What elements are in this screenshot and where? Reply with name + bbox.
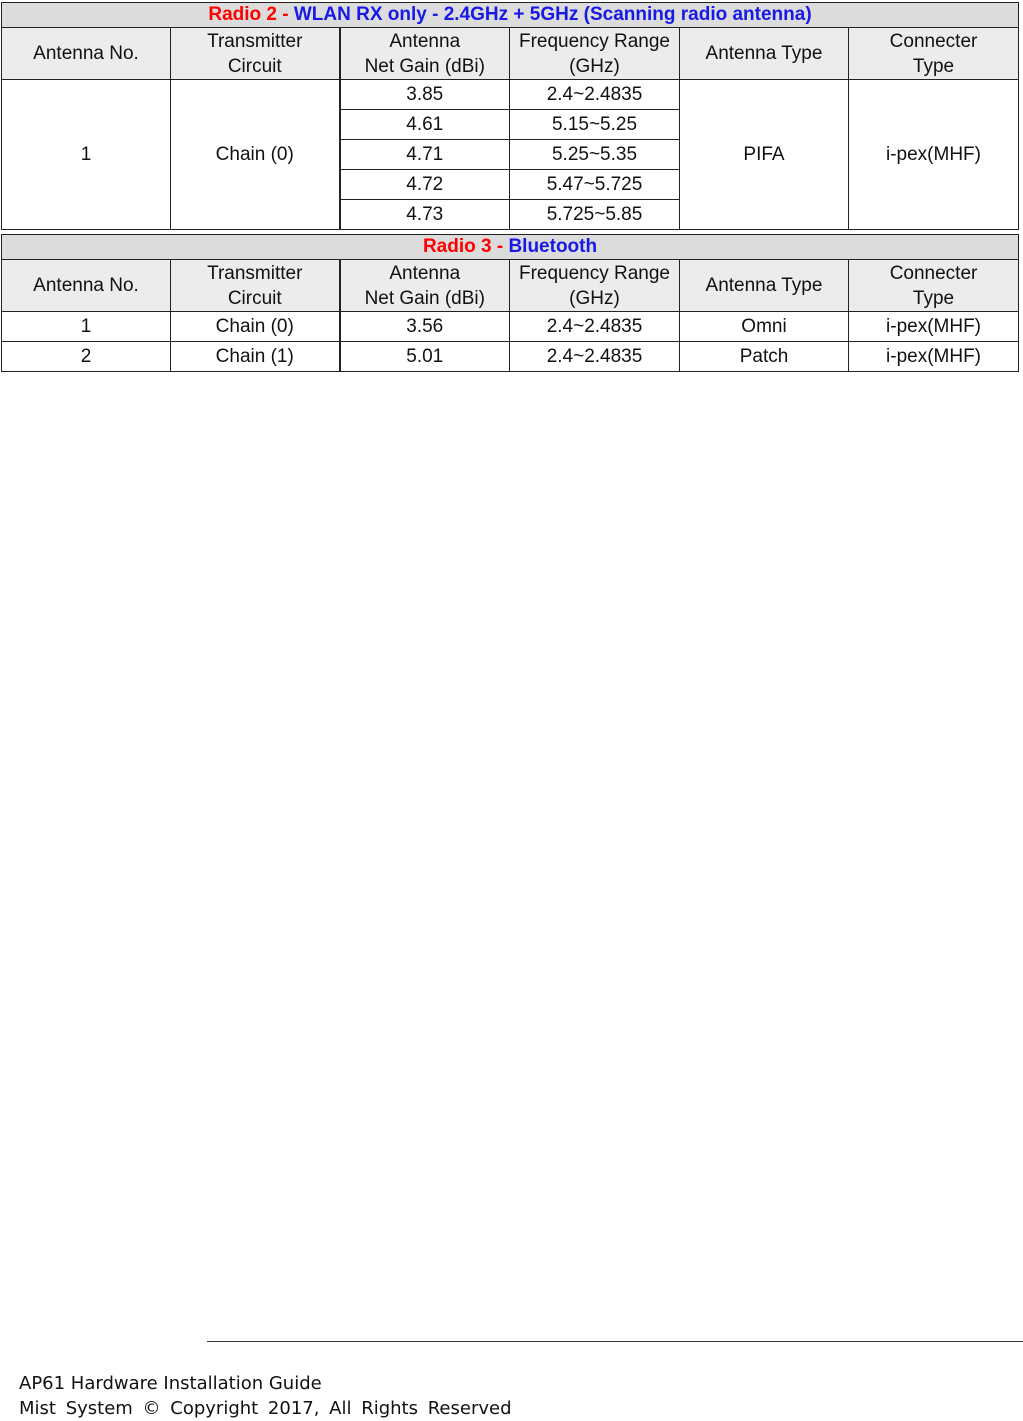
gain-cell: 4.61 [340,110,510,140]
radio3-title-label: Radio 3 - [422,236,509,257]
freq-cell: 2.4~2.4835 [510,80,680,110]
page-footer [19,1371,512,1421]
header-antenna-type: Antenna Type [680,28,849,80]
footer-copyright: Mist System © Copyright 2017, All Rights Reserved [19,1398,512,1419]
gain-cell: 3.85 [340,80,510,110]
radio3-table-title [2,235,1019,260]
radio2-title-label: Radio 2 - [208,4,294,25]
footer-guide-title: AP61 Hardware Installation Guide [19,1373,322,1394]
gain-cell: 4.73 [340,200,510,230]
radio3-title-description: Bluetooth [508,236,598,257]
freq-cell: 2.4~2.4835 [510,342,680,372]
footer-divider [207,1341,1023,1342]
gain-cell: 4.71 [340,140,510,170]
freq-cell: 5.725~5.85 [510,200,680,230]
table-row [2,342,1019,372]
radio3-antenna-table [1,234,1019,372]
radio2-antenna-type: PIFA [680,80,849,230]
header-antenna-type: Antenna Type [680,260,849,312]
freq-cell: 5.25~5.35 [510,140,680,170]
gain-cell: 5.01 [340,342,510,372]
chain-cell: Chain (0) [171,312,340,342]
header-frequency-range: Frequency Range (GHz) [510,260,680,312]
header-connecter-type: Connecter Type [849,260,1019,312]
gain-cell: 4.72 [340,170,510,200]
table-row [2,80,1019,110]
header-antenna-net-gain: Antenna Net Gain (dBi) [340,260,510,312]
header-transmitter-circuit: Transmitter Circuit [171,28,340,80]
antenna-no-cell: 1 [2,312,171,342]
antenna-type-cell: Omni [680,312,849,342]
antenna-no-cell: 2 [2,342,171,372]
radio2-antenna-table [1,2,1019,230]
chain-cell: Chain (1) [171,342,340,372]
header-antenna-no: Antenna No. [2,260,171,312]
freq-cell: 5.47~5.725 [510,170,680,200]
freq-cell: 2.4~2.4835 [510,312,680,342]
freq-cell: 5.15~5.25 [510,110,680,140]
table-row [2,312,1019,342]
gain-cell: 3.56 [340,312,510,342]
antenna-type-cell: Patch [680,342,849,372]
radio2-table-title [2,3,1019,28]
header-antenna-net-gain: Antenna Net Gain (dBi) [340,28,510,80]
radio2-antenna-no: 1 [2,80,171,230]
radio3-header-row [2,260,1019,312]
header-connecter-type: Connecter Type [849,28,1019,80]
connecter-cell: i-pex(MHF) [849,342,1019,372]
connecter-cell: i-pex(MHF) [849,312,1019,342]
radio2-header-row [2,28,1019,80]
radio2-chain: Chain (0) [171,80,340,230]
header-antenna-no: Antenna No. [2,28,171,80]
radio2-title-description: WLAN RX only - 2.4GHz + 5GHz (Scanning radio antenna) [293,4,812,25]
radio2-connecter-type: i-pex(MHF) [849,80,1019,230]
header-frequency-range: Frequency Range (GHz) [510,28,680,80]
header-transmitter-circuit: Transmitter Circuit [171,260,340,312]
